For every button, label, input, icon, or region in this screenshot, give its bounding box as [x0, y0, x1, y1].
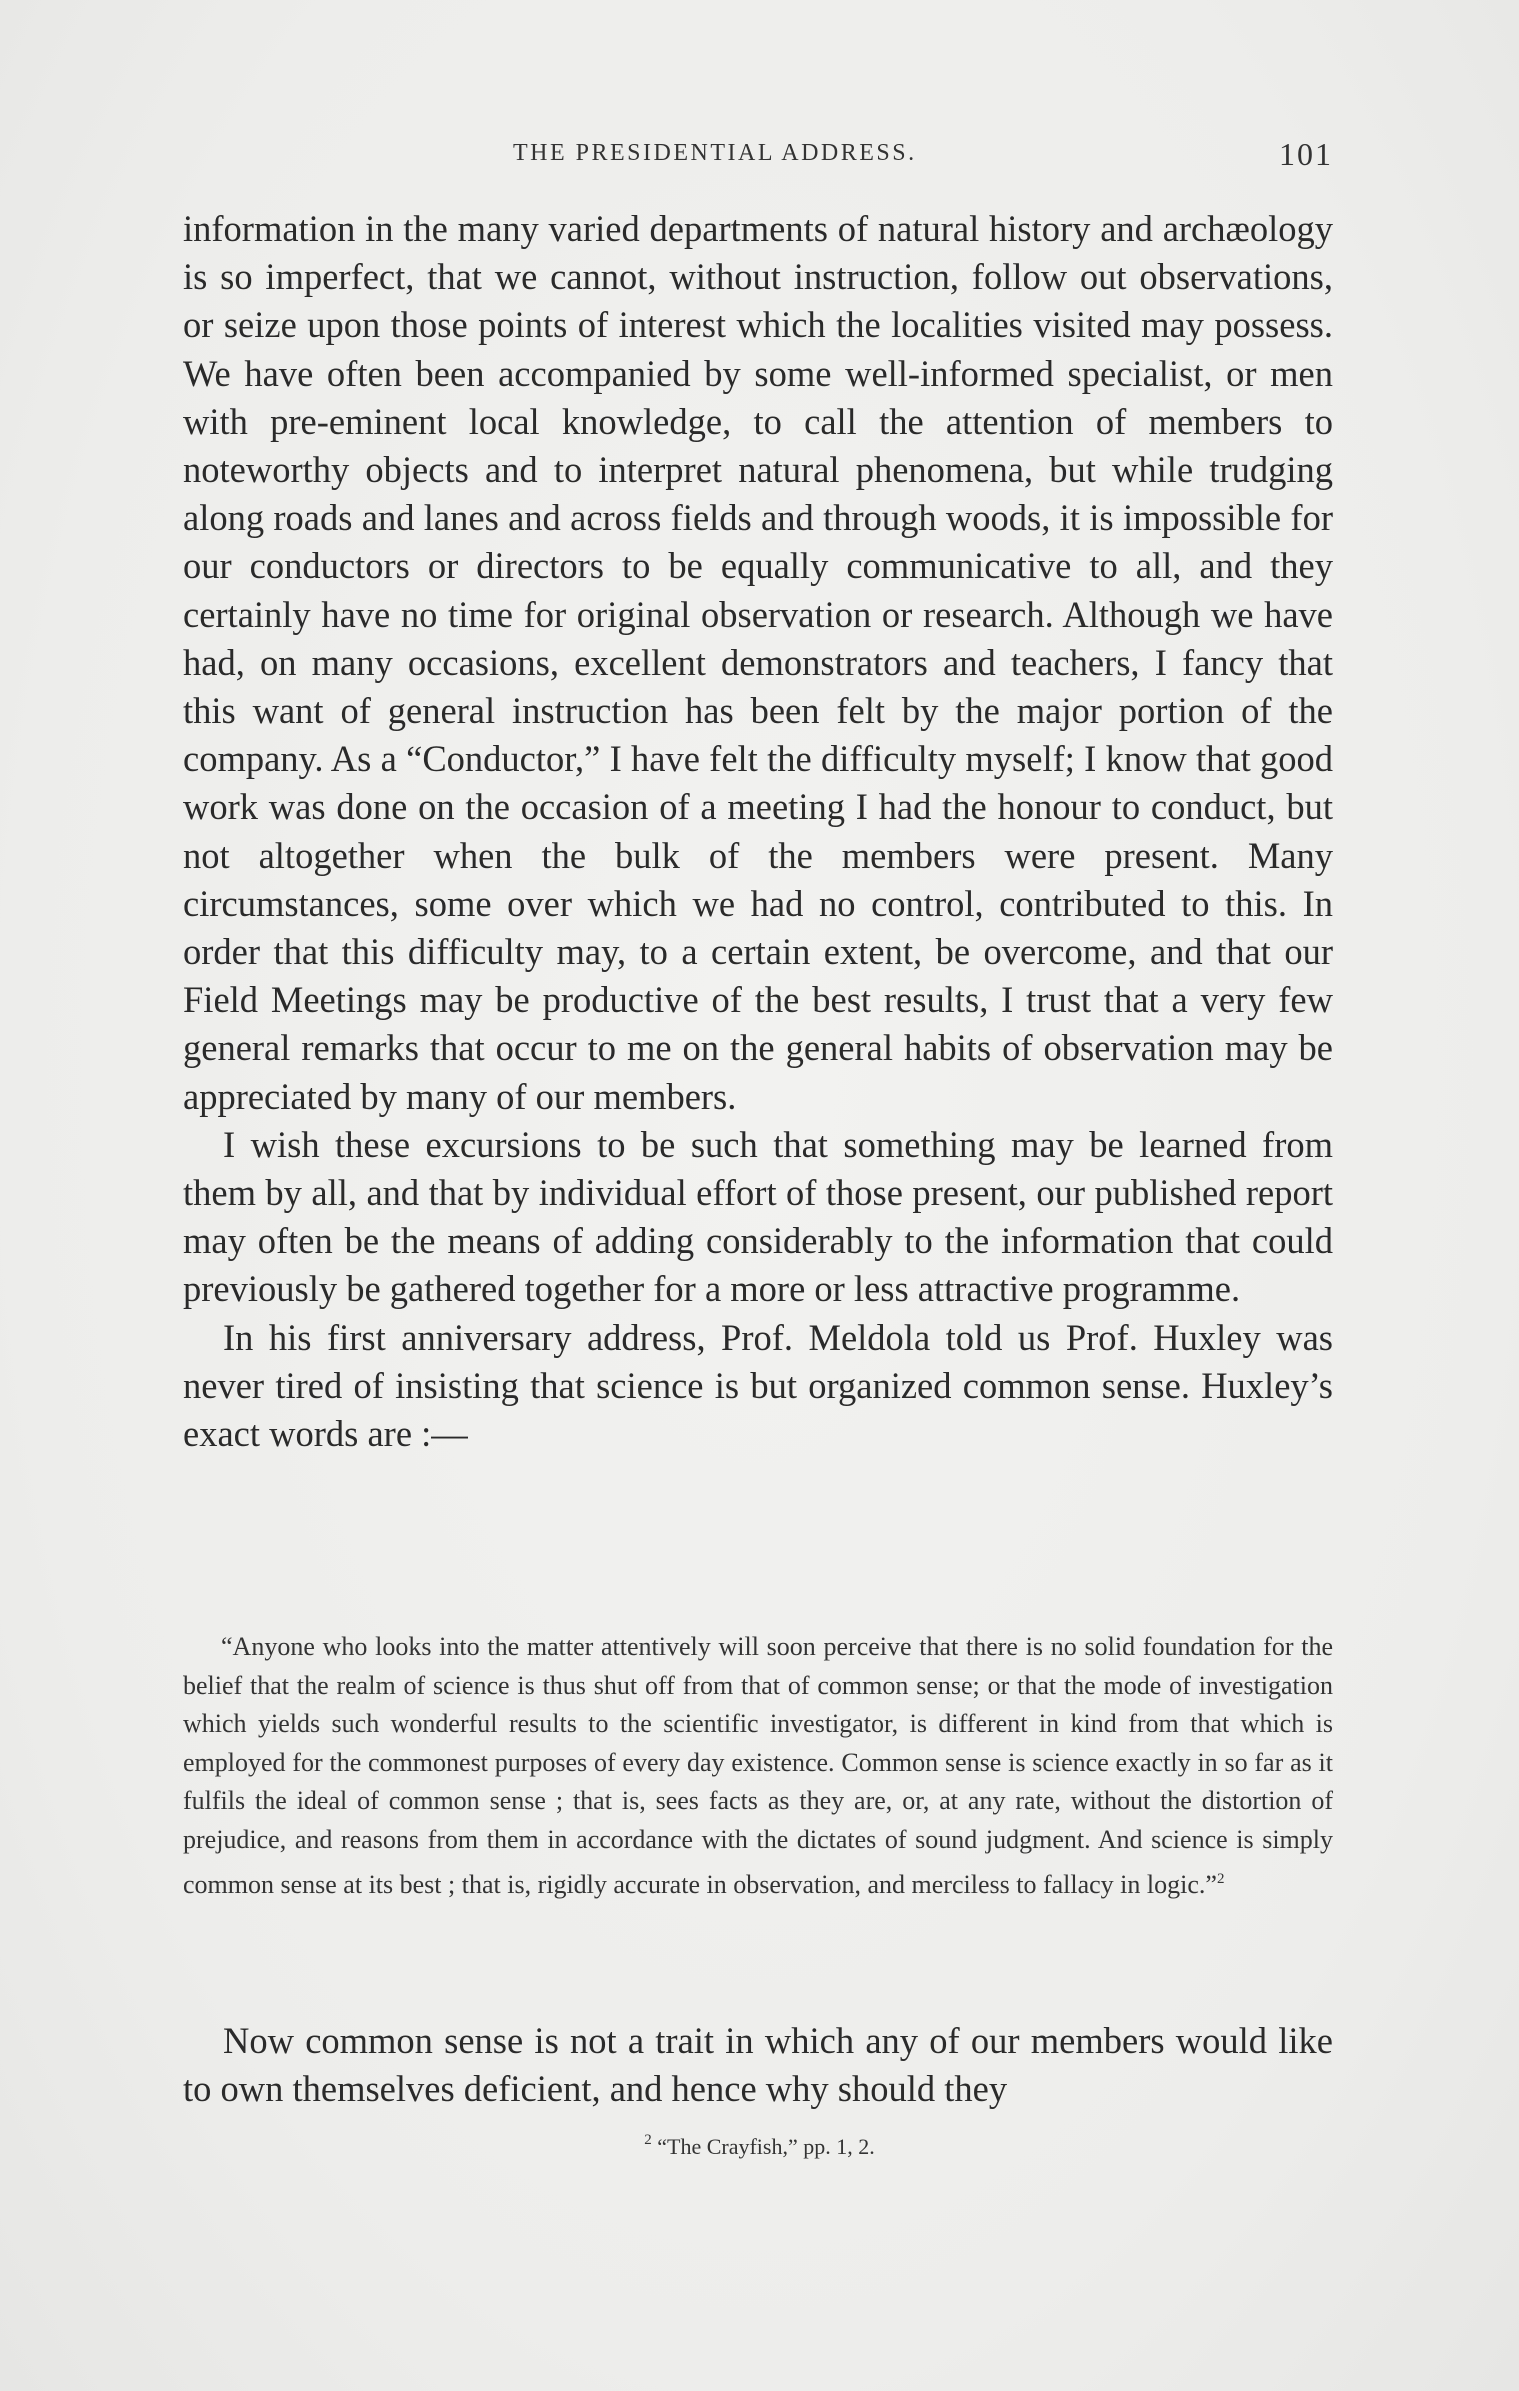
footnote-marker: 2: [644, 2132, 652, 2148]
footnote-reference: 2: [1216, 1870, 1225, 1887]
running-head-title: THE PRESIDENTIAL ADDRESS.: [513, 140, 917, 166]
paragraph-meldola: In his first anniversary address, Prof. Meldola told us Prof. Huxley was never tired of insisting that science is but organized common sense. Huxley’s exact words are :—: [183, 1316, 1333, 1455]
block-quote: [183, 1628, 1333, 1904]
footnote: [0, 2132, 1519, 2160]
closing-text: [183, 2017, 1333, 2113]
body-text: [183, 205, 1333, 1458]
footnote-text: “The Crayfish,” pp. 1, 2.: [657, 2134, 875, 2159]
paragraph-common-sense: Now common sense is not a trait in which any of our members would like to own themselves deficient, and hence why should they: [183, 2020, 1333, 2109]
quote-text: “Anyone who looks into the matter attentively will soon perceive that there is no solid foundation for the belief that the realm of science is thus shut off from that of common sense; or that the mode of investigation which yields such wonderful results to the scientific investigator, is different in kind from that which is employed for the commonest purposes of every day existence. Common sense is science exactly in so far as it fulfils the ideal of common sense ; that is, sees facts as they are, or, at any rate, without the distortion of prejudice, and reasons from them in accordance with the dictates of sound judgment. And science is simply common sense at its best ; that is, rigidly accurate in observation, and merciless to fallacy in logic.”: [183, 1632, 1333, 1899]
quote-paragraph: [183, 1628, 1333, 1904]
paragraph-excursions: I wish these excursions to be such that something may be learned from them by all, and that by individual effort of those present, our published report may often be the means of adding considerably to the information that could previously be gathered together for a more or less attractive programme.: [183, 1123, 1333, 1310]
running-head: [183, 136, 1333, 180]
paragraph-continued: information in the many varied departments of natural history and archæology is so imperfect, that we cannot, without instruction, follow out observations, or seize upon those points of interest which the localities visited may possess. We have often been accompanied by some well-informed specialist, or men with pre-eminent local knowledge, to call the attention of members to noteworthy objects and to interpret natural phenomena, but while trudging along roads and lanes and across fields and through woods, it is impossible for our conductors or directors to be equally communicative to all, and they certainly have no time for original observation or research. Although we have had, on many occasions, excellent demonstrators and teachers, I fancy that this want of general instruction has been felt by the major portion of the company. As a “Conductor,” I have felt the difficulty myself; I know that good work was done on the occasion of a meeting I had the honour to conduct, but not altogether when the bulk of the members were present. Many circumstances, some over which we had no control, contributed to this. In order that this difficulty may, to a certain extent, be overcome, and that our Field Meetings may be productive of the best results, I trust that a very few general remarks that occur to me on the general habits of observation may be appreciated by many of our members.: [183, 208, 1333, 1117]
page-number: 101: [1279, 136, 1333, 172]
